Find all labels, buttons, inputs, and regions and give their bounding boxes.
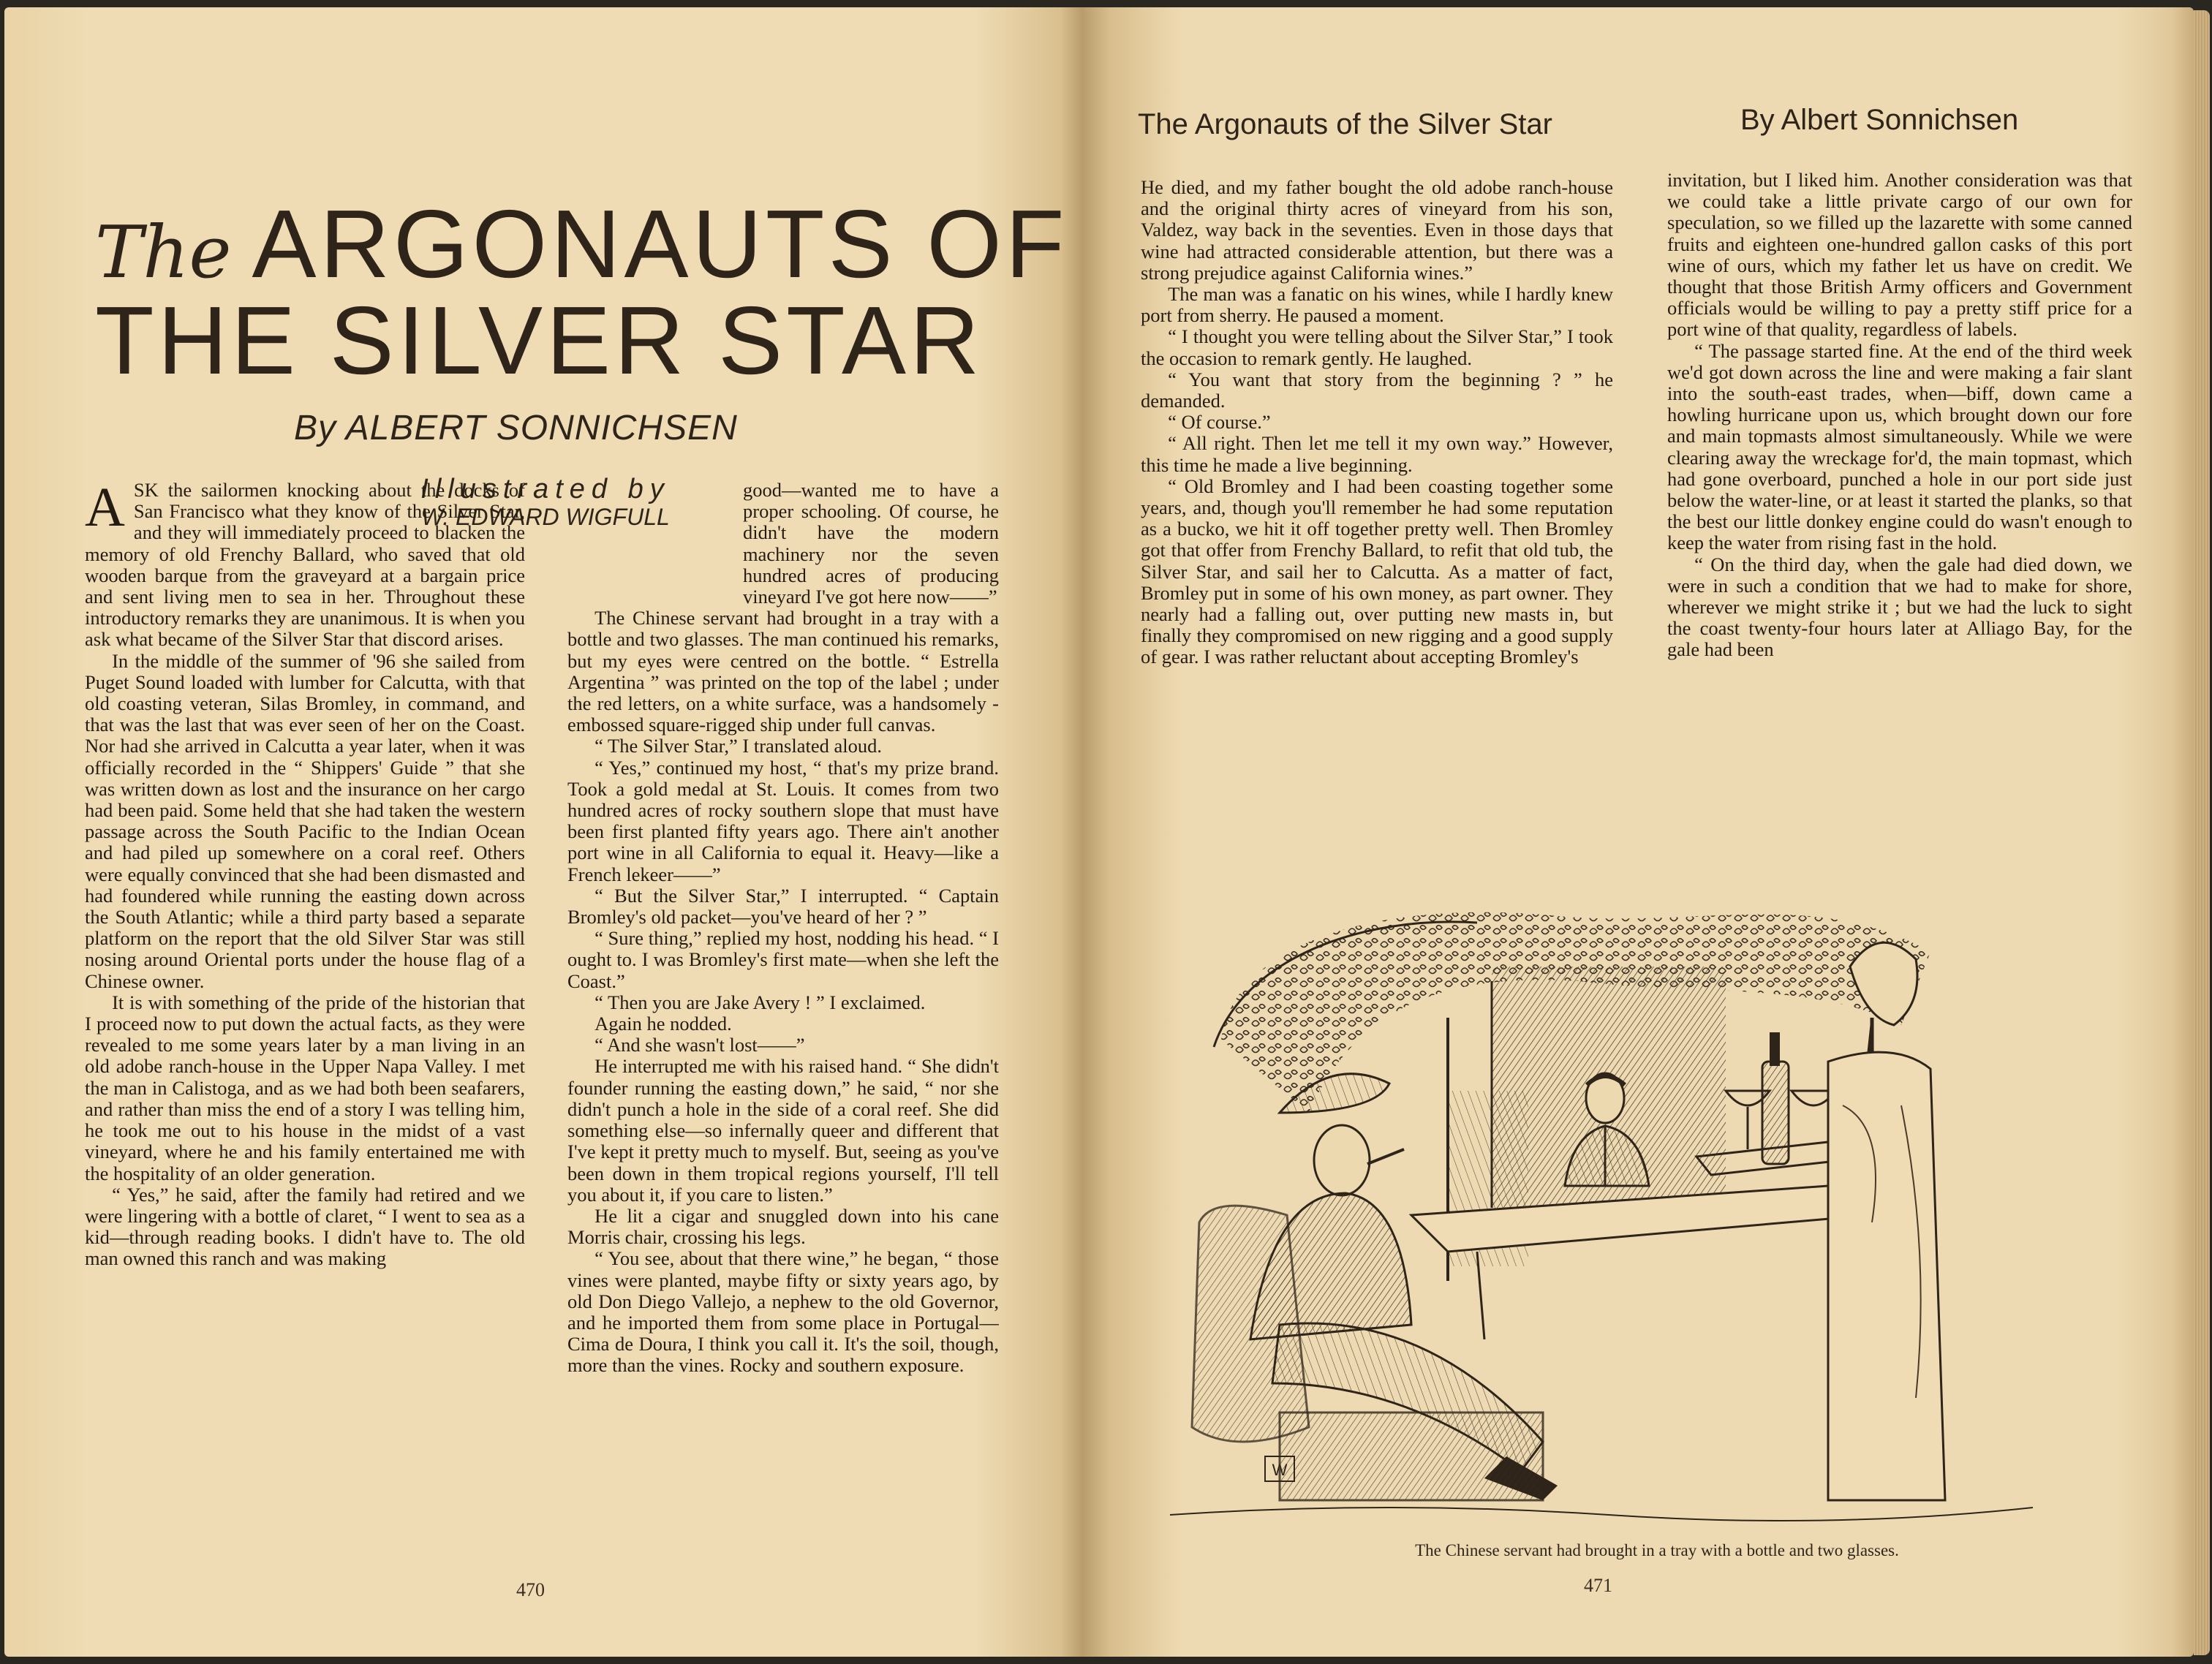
paragraph: “ You see, about that there wine,” he began, “ those vines were planted, maybe fifty or sixty years ago, by old Don Diego Vallejo, a nephew to the old Governor, and he imported them from some place in Portugal—Cima de Doura, I think you call it. It's the soil, though, more than the vines. Rocky and southern exposure.: [567, 1247, 999, 1377]
page-edges: [2194, 10, 2210, 1655]
paragraph: The man was a fanatic on his wines, while I hardly knew port from sherry. He paused a moment.: [1141, 283, 1613, 327]
paragraph: He interrupted me with his raised hand. “ She didn't founder running the easting down,” he said, “ nor she didn't punch a hole in the side of a coral reef. She did something else—so infernally queer and different that I've kept it pretty much to myself. But, seeing as you've been down in them tropical regions yourself, I'll tell you about it, if you care to listen.”: [567, 1055, 999, 1206]
paragraph: “ Yes,” continued my host, “ that's my prize brand. Took a gold medal at St. Louis. It comes from two hundred acres of rocky southern slope that must have been first planted fifty years ago. There ain't another port wine in all California to equal it. Heavy—like a French lekeer——”: [567, 756, 999, 885]
drop-cap: A: [85, 480, 125, 538]
title-the: The: [95, 211, 232, 295]
left-column-2: [567, 480, 999, 1576]
paragraph: good—wanted me to have a proper schooling. Of course, he didn't have the modern machinery nor the seven hundred acres of producing vineyard I've got here now——”: [743, 480, 999, 608]
paragraph: “ And she wasn't lost——”: [594, 1034, 805, 1056]
page-number-right: 471: [1584, 1575, 1612, 1596]
illustrator-name: W. EDWARD WIGFULL: [421, 504, 670, 530]
right-column-1: [1141, 177, 1613, 871]
right-column-2: [1667, 170, 2132, 864]
left-page: [4, 7, 1082, 1657]
illustrated-label: Illustrated by: [420, 474, 671, 504]
paragraph: “ On the third day, when the gale had died down, we were in such a condition that we had to make for shore, wherever we might strike it ; but we had the luck to sight the coast twenty-four hours later at Alliago Bay, for the gale had been: [1667, 553, 2132, 661]
paragraph: “ All right. Then let me tell it my own way.” However, this time he made a live beginning.: [1141, 432, 1613, 476]
paragraph: “ Of course.”: [1168, 411, 1271, 434]
paragraph: “ The Silver Star,” I translated aloud.: [594, 735, 882, 757]
author-byline: By ALBERT SONNICHSEN: [294, 409, 738, 447]
paragraph: ASK the sailormen knocking about the docks of San Francisco what they know of the Silver Star, and they will immediately proceed to blacken the memory of old Frenchy Ballard, who saved that old wooden barque from the graveyard at a bargain price and sent living men to sea in her. Throughout these introductory remarks they are unanimous. It is when you ask what became of the Silver Star that discord arises.: [85, 480, 525, 651]
paragraph: The Chinese servant had brought in a tray with a bottle and two glasses. The man continued his remarks, but my eyes were centred on the bottle. “ Estrella Argentina ” was printed on the top of the label ; under the red letters, on a white surface, was a handsomely - embossed square-rigged ship under full canvas.: [567, 607, 999, 736]
paragraph: “ I thought you were telling about the Silver Star,” I took the occasion to remark gently. He laughed.: [1141, 325, 1613, 369]
servant-figure: [1828, 942, 1945, 1500]
left-column-1: [85, 480, 525, 1576]
page-number-left: 470: [516, 1579, 545, 1600]
paragraph: “ Old Bromley and I had been coasting together some years, and, though you'll remember he had some reputation as a bucko, we hit it off together pretty well. Then Bromley got that offer from Frenchy Ballard, to refit that old tub, the Silver Star, and sail her to Calcutta. As a matter of fact, Bromley put in some of his own money, as part owner. They nearly had a falling out, over putting new masts in, but finally they compromised on new rigging and a good supply of gear. I was rather reluctant about accepting Bromley's: [1141, 474, 1613, 668]
paragraph: invitation, but I liked him. Another consideration was that we could take a little private cargo of our own for speculation, so we filled up the lazarette with some canned fruits and eighteen one-hundred gallon casks of this port wine of ours, which my father let us have on credit. We thought that those British Army officers and Government officials would be willing to pay a pretty stiff price for a port wine of that quality, regardless of labels.: [1667, 170, 2132, 341]
paragraph: In the middle of the summer of '96 she sailed from Puget Sound loaded with lumber for Calcutta, with that old coasting veteran, Silas Bromley, in command, and that was the last that was ever seen of her on the Coast. Nor had she arrived in Calcutta a year later, when it was officially recorded in the “ Shippers' Guide ” that she was written down as lost and the insurance on her cargo had been paid. Some held that she had taken the western passage across the South Pacific to the Indian Ocean and had piled up somewhere on a coral reef. Others were equally convinced that she had been dismasted and had foundered while running the easting down across the South Atlantic; while a third party based a separate platform on the report that the old Silver Star was still nosing around Oriental ports under the house flag of a Chinese owner.: [85, 649, 525, 992]
illustration: [1170, 871, 2033, 1544]
running-title: The Argonauts of the Silver Star: [1138, 108, 1552, 140]
paragraph: “ The passage started fine. At the end of the third week we'd got down across the line and were making a fair slant into the south-east trades, when—biff, down came a howling hurricane upon us, which brought down our fore and main topmasts almost simultaneously. While we were clearing away the wreckage for'd, the main topmast, which had gone overboard, punched a hole in our port side just below the water-line, or at least it started the planks, so that the best our little donkey engine could do wasn't enough to keep the water from rising fast in the hold.: [1667, 339, 2132, 554]
paragraph: “ Then you are Jake Avery ! ” I exclaimed.: [594, 991, 926, 1013]
paragraph: He lit a cigar and snuggled down into his cane Morris chair, crossing his legs.: [567, 1204, 999, 1249]
paragraph: Again he nodded.: [594, 1013, 732, 1035]
paragraph: “ Sure thing,” replied my host, nodding his head. “ I ought to. I was Bromley's first mate—when she left the Coast.”: [567, 927, 999, 992]
article-title-line-2: THE SILVER STAR: [95, 287, 984, 394]
paragraph: “ But the Silver Star,” I interrupted. “ Captain Bromley's old packet—you've heard of her ? ”: [567, 884, 999, 929]
article-title-line-1: The ARGONAUTS OF: [95, 190, 1068, 298]
paragraph: He died, and my father bought the old adobe ranch-house and the original thirty acres of vineyard from his son, Valdez, way back in the seventies. Even in those days that wine had attracted considerable attention, but there was a strong prejudice against California wines.”: [1141, 177, 1613, 284]
running-author: By Albert Sonnichsen: [1740, 104, 2019, 136]
paragraph: It is with something of the pride of the historian that I proceed now to put down the actual facts, as they were revealed to me some years later by a man living in an old adobe ranch-house in the Upper Napa Valley. I met the man in Calistoga, and as we had both been seafarers, and rather than miss the end of a story I was telling him, he took me out to his house in the midst of a vast vineyard, where he and his family entertained me with the hospitality of an older generation.: [85, 991, 525, 1184]
artist-monogram: W: [1272, 1461, 1288, 1479]
paragraph: “ You want that story from the beginning ? ” he demanded.: [1141, 368, 1613, 412]
illustration-caption: The Chinese servant had brought in a tray with a bottle and two glasses.: [1415, 1541, 1899, 1559]
paragraph: “ Yes,” he said, after the family had retired and we were lingering with a bottle of claret, “ I went to sea as a kid—through reading books. I didn't have to. The old man owned this ranch and was making: [85, 1183, 525, 1270]
